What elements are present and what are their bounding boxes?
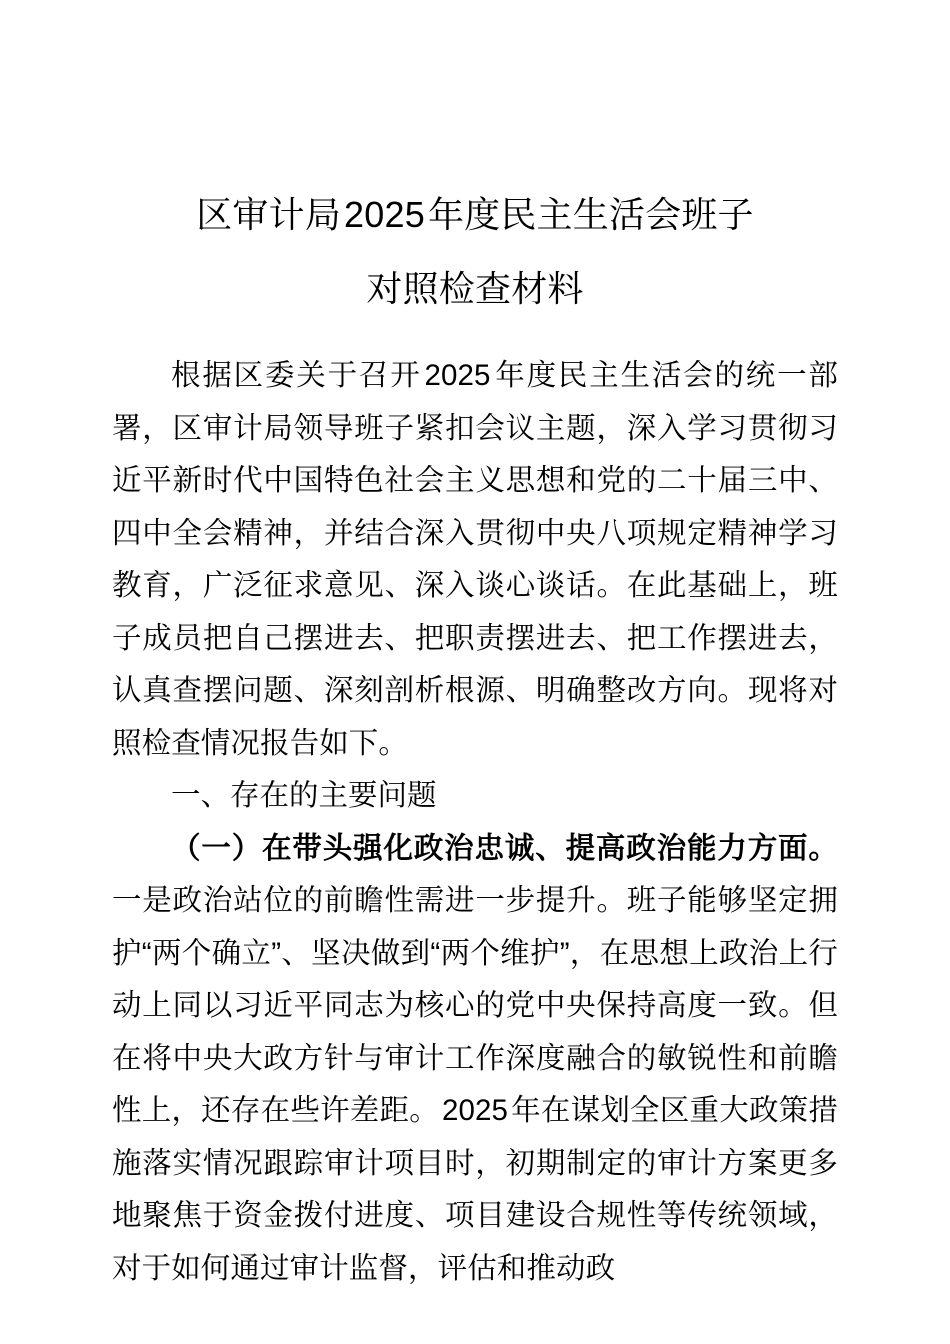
document-body (112, 326, 838, 1295)
page-title-year: 2025 (344, 194, 425, 235)
paragraph-intro (112, 350, 838, 770)
paragraph-section-1-1-run-2: 一是政治站位的前瞻性需进一步提升。班子能够坚定拥护“两个确立”、坚决做到“两个维护”，在思想上政治上行动上同以习近平同志为核心的党中央保持高度一致。但在将中央大政方针与审计工作深度融合的敏锐性和前瞻性上，还存在些许差距。 (112, 884, 838, 1127)
subsection-heading-one-one: （一）在带头强化政治忠诚、提高政治能力方面。 (171, 831, 838, 865)
paragraph-section-1-1 (112, 823, 838, 1296)
page-title-line-1-suffix: 年度民主生活会班子 (427, 194, 754, 235)
paragraph-intro-run-3: 年度民主生活会的统一部署，区审计局领导班子紧扣会议主题，深入学习贯彻习近平新时代中国特色社会主义思想和党的二十届三中、四中全会精神，并结合深入贯彻中央八项规定精神学习教育，广泛征求意见、深入谈心谈话。在此基础上，班子成员把自己摆进去、把职责摆进去、把工作摆进去，认真查摆问题、深刻剖析根源、明确整改方向。现将对照检查情况报告如下。 (112, 359, 838, 760)
document-content (112, 0, 838, 1295)
page-title-line-2: 对照检查材料 (366, 268, 584, 309)
paragraph-intro-run-1: 根据区委关于召开 (171, 359, 422, 392)
section-heading-one: 一、存在的主要问题 (171, 779, 437, 812)
page-title-line-1-prefix: 区审计局 (196, 194, 342, 235)
paragraph-intro-year: 2025 (424, 359, 491, 392)
page-title (112, 0, 838, 326)
page-title-line-1 (112, 178, 838, 252)
paragraph-section-1-1-year: 2025 (441, 1094, 509, 1127)
paragraph-section-1-1-run-4: 年在谋划全区重大政策措施落实情况跟踪审计项目时，初期制定的审计方案更多地聚焦于资金拨付进度、项目建设合规性等传统领域，对于如何通过审计监督，评估和推动政 (112, 1094, 838, 1285)
